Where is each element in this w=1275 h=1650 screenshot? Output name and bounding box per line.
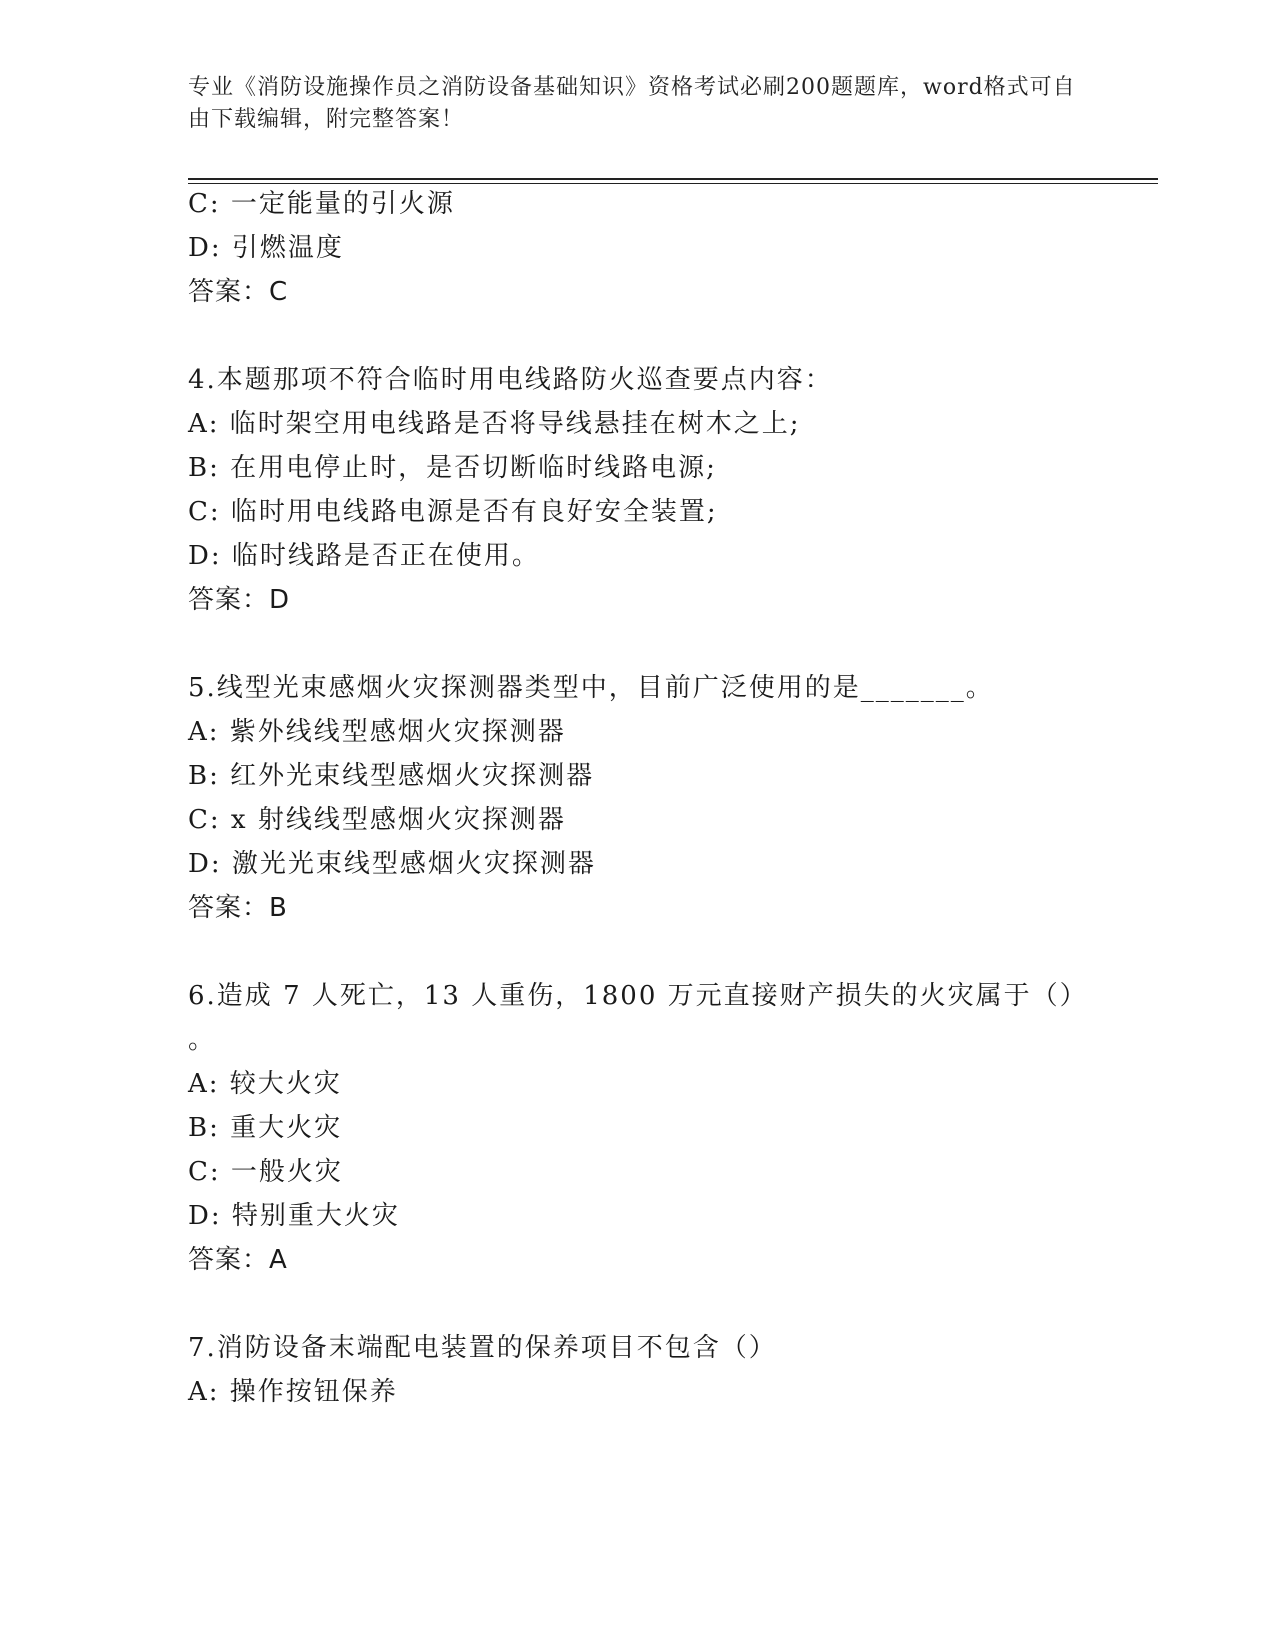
- question-stem: 5.线型光束感烟火灾探测器类型中，目前广泛使用的是_______。: [188, 673, 994, 703]
- answer: 答案：A: [188, 1245, 288, 1275]
- answer: 答案：D: [188, 585, 291, 615]
- answer: 答案：C: [188, 277, 289, 307]
- option-a: A: 操作按钮保养: [188, 1377, 398, 1407]
- option-d: D: 特别重大火灾: [188, 1201, 400, 1231]
- option-b: B: 在用电停止时，是否切断临时线路电源;: [188, 453, 717, 483]
- option-a: A: 较大火灾: [188, 1069, 342, 1099]
- question-stem: 6.造成 7 人死亡，13 人重伤，1800 万元直接财产损失的火灾属于（）: [188, 981, 1088, 1011]
- header-divider-thin: [188, 183, 1158, 184]
- document-header: 专业《消防设施操作员之消防设备基础知识》资格考试必刷200题题库，word格式可自由下载编辑，附完整答案！: [188, 75, 1076, 132]
- question-stem: 7.消防设备末端配电装置的保养项目不包含（）: [188, 1333, 777, 1363]
- option-c: C: x 射线线型感烟火灾探测器: [188, 805, 566, 835]
- option-c: C: 一定能量的引火源: [188, 189, 455, 219]
- question-stem-continuation: 。: [188, 1025, 217, 1055]
- option-b: B: 红外光束线型感烟火灾探测器: [188, 761, 595, 791]
- option-d: D: 临时线路是否正在使用。: [188, 541, 540, 571]
- header-divider-thick: [188, 178, 1158, 180]
- option-b: B: 重大火灾: [188, 1113, 343, 1143]
- option-d: D: 引燃温度: [188, 233, 344, 263]
- option-c: C: 临时用电线路电源是否有良好安全装置;: [188, 497, 718, 527]
- question-stem: 4.本题那项不符合临时用电线路防火巡查要点内容：: [188, 365, 833, 395]
- option-a: A: 临时架空用电线路是否将导线悬挂在树木之上;: [188, 409, 801, 439]
- answer: 答案：B: [188, 893, 288, 923]
- option-c: C: 一般火灾: [188, 1157, 343, 1187]
- option-d: D: 激光光束线型感烟火灾探测器: [188, 849, 596, 879]
- option-a: A: 紫外线线型感烟火灾探测器: [188, 717, 566, 747]
